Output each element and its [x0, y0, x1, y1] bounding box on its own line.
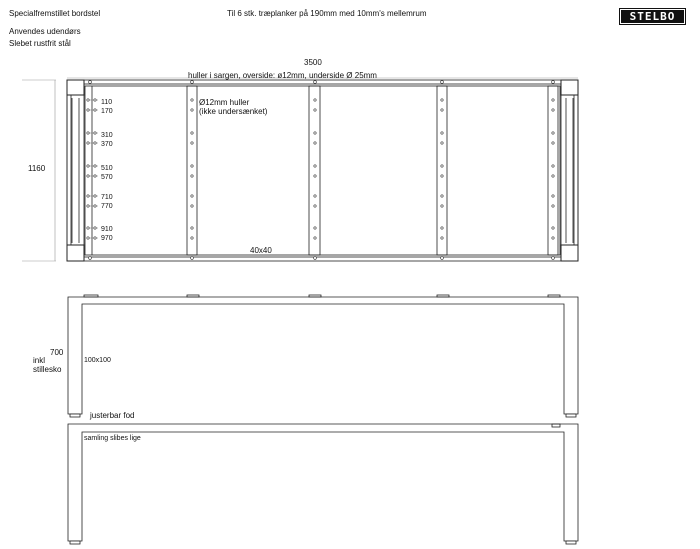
height-note-line-1: inkl: [33, 356, 46, 365]
finish-note: Slebet rustfrit stål: [9, 39, 71, 48]
hole-position-label: 510: [101, 165, 113, 172]
hole-position-label: 770: [101, 203, 113, 210]
holes-note: huller i sargen, overside: ø12mm, underside Ø 25mm: [188, 71, 377, 80]
leg-squares: [67, 80, 578, 261]
profile-dimension: 100x100: [84, 357, 111, 364]
height-dimension: 700: [50, 348, 64, 357]
length-dimension: 3500: [304, 58, 322, 67]
stelbo-logo: STELBO: [619, 8, 686, 25]
drawing-title: Specialfremstillet bordstel: [9, 9, 101, 18]
width-dimension: 1160: [28, 164, 46, 173]
side-view: [68, 295, 578, 417]
end-view: [68, 424, 578, 544]
tube-dimension: 40x40: [250, 246, 272, 255]
usage-note: Anvendes udendørs: [9, 27, 81, 36]
joint-note: samling slibes lige: [84, 435, 141, 442]
adjustable-foot-note: justerbar fod: [90, 411, 135, 420]
height-note-line-2: stillesko: [33, 365, 62, 374]
hole-position-label: 970: [101, 235, 113, 242]
holes: [87, 81, 555, 260]
drawing-subtitle: Til 6 stk. træplanker på 190mm med 10mm's mellemrum: [227, 9, 427, 18]
hole-position-label: 910: [101, 226, 113, 233]
hole-note-line-2: (ikke undersænket): [199, 107, 268, 116]
hole-position-label: 110: [101, 99, 113, 106]
hole-note-line-1: Ø12mm huller: [199, 98, 250, 107]
hole-position-label: 310: [101, 132, 113, 139]
top-view-frame: [67, 80, 578, 261]
hole-position-label: 370: [101, 141, 113, 148]
hole-position-label: 570: [101, 174, 113, 181]
hole-position-label: 170: [101, 108, 113, 115]
hole-position-label: 710: [101, 194, 113, 201]
